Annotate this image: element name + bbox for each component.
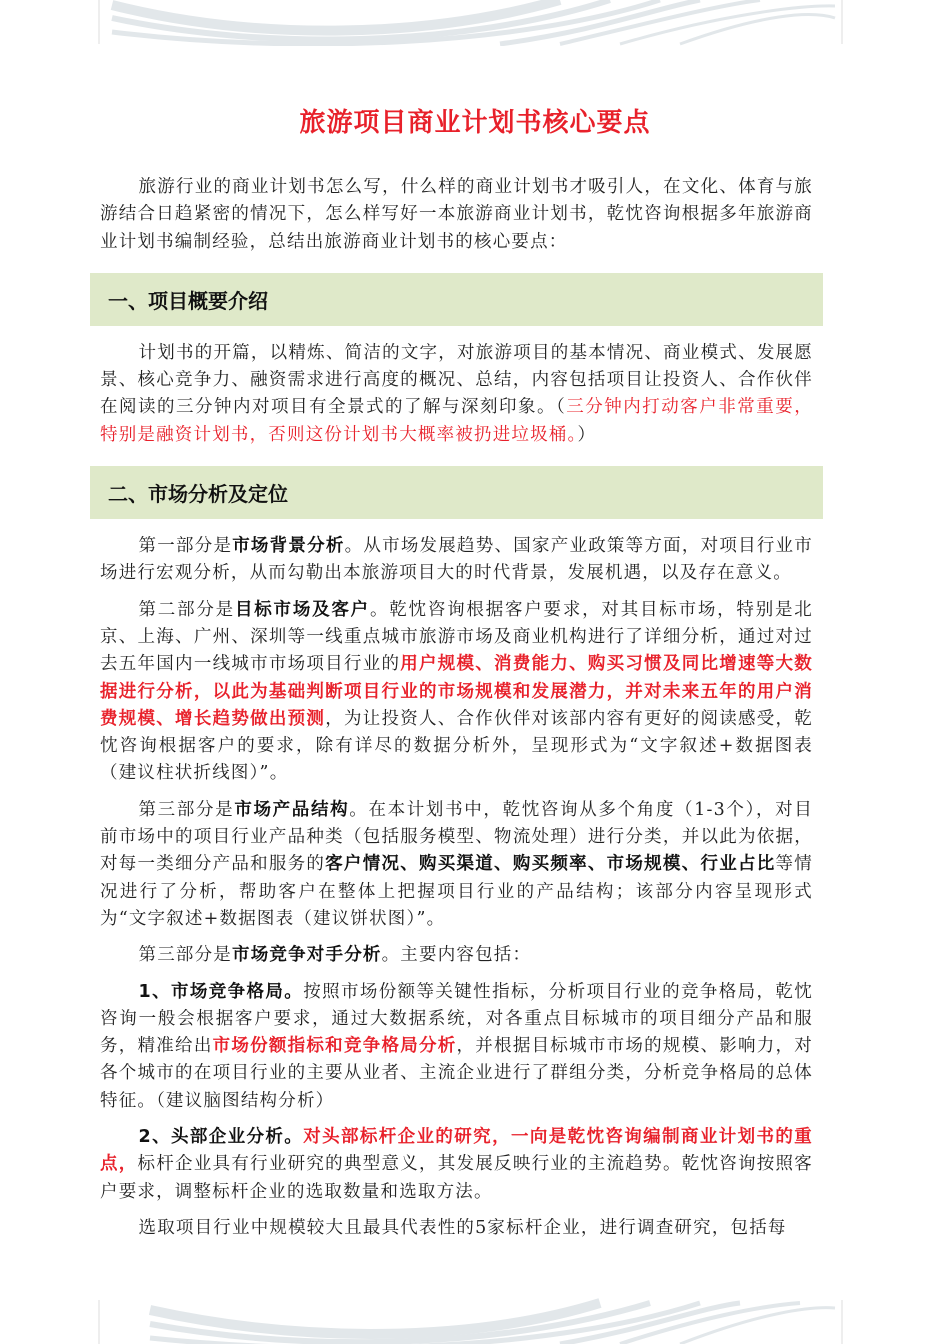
footer-wave-decoration — [0, 1298, 950, 1344]
text: 第二部分是 — [138, 599, 235, 620]
section-heading-overview: 一、项目概要介绍 — [90, 273, 823, 326]
highlight-text: 对头部标杆企业的研究，一向是乾忱咨询编制商业计划书的重点， — [100, 1127, 813, 1175]
competition-landscape-paragraph — [100, 979, 813, 1115]
text: 。乾忱咨询根据客户要求，对其目标市场，特别是北京、上海、广州、深圳等一线重点城市旅游市场及商业机构进行了详细分析，通过对过去五年国内一线城市市场项目行业的 — [100, 599, 813, 675]
bold-text: 客户情况、购买渠道、购买频率、市场规模、行业占比 — [325, 854, 776, 875]
intro-paragraph: 旅游行业的商业计划书怎么写，什么样的商业计划书才吸引人，在文化、体育与旅游结合日趋紧密的情况下，怎么样写好一本旅游商业计划书，乾忱咨询根据多年旅游商业计划书编制经验，总结出旅游商业计划书的核心要点： — [100, 177, 813, 252]
text: 。从市场发展趋势、国家产业政策等方面，对项目行业市场进行宏观分析，从而勾勒出本旅游项目大的时代背景，发展机遇，以及存在意义。 — [100, 536, 813, 584]
text: 第三部分是 — [138, 945, 232, 966]
target-market-paragraph — [100, 597, 813, 788]
section-heading-market: 二、市场分析及定位 — [90, 466, 823, 519]
highlight-text: 市场份额指标和竞争格局分析 — [212, 1036, 457, 1057]
bold-text: 2、头部企业分析。 — [138, 1127, 304, 1148]
text: 等情况进行了分析，帮助客户在整体上把握项目行业的产品结构；该部分内容呈现形式为“文字叙述+数据图表（建议饼状图）”。 — [100, 854, 813, 929]
highlight-text: 用户规模、消费能力、购买习惯及同比增速等大数据进行分析，以此为基础判断项目行业的市场规模和发展潜力，并对未来五年的用户消费规模、增长趋势做出预测 — [100, 654, 813, 729]
document-body — [100, 174, 813, 1251]
text: 。在本计划书中，乾忱咨询从多个角度（1-3个），对目前市场中的项目行业产品种类（包括服务模型、物流处理）进行分类，并以此为依据，对每一类细分产品和服务的 — [100, 799, 814, 875]
bold-text: 目标市场及客户 — [234, 599, 370, 620]
highlight-text: 三分钟内打动客户非常重要，特别是融资计划书，否则这份计划书大概率被扔进垃圾桶。 — [100, 397, 813, 445]
competitor-intro-paragraph — [100, 942, 813, 969]
bold-text: 1、市场竞争格局。 — [138, 981, 304, 1002]
text: ，为让投资人、合作伙伴对该部内容有更好的阅读感受，乾忱咨询根据客户的要求，除有详尽的数据分析外，呈现形式为“文字叙述+数据图表（建议柱状折线图）”。 — [100, 708, 814, 784]
text: 第一部分是 — [138, 536, 233, 557]
text: 标杆企业具有行业研究的典型意义，其发展反映行业的主流趋势。乾忱咨询按照客户要求，调整标杆企业的选取数量和选取方法。 — [100, 1154, 813, 1202]
bold-text: 市场背景分析 — [232, 536, 345, 557]
text: 按照市场份额等关键性指标，分析项目行业的竞争格局，乾忱咨询一般会根据客户要求，通过大数据系统，对各重点目标城市的项目细分产品和服务，精准给出 — [100, 981, 813, 1057]
text: ） — [577, 424, 597, 445]
product-structure-paragraph — [100, 797, 813, 933]
market-background-paragraph — [100, 533, 813, 588]
text: ，并根据目标城市市场的规模、影响力，对各个城市的在项目行业的主要从业者、主流企业进行了群组分类，分析竞争格局的总体特征。（建议脑图结构分析） — [100, 1036, 813, 1111]
bold-text: 市场竞争对手分析 — [232, 945, 382, 966]
header-wave-decoration — [0, 0, 950, 46]
text: 第三部分是 — [138, 799, 235, 820]
document-title: 旅游项目商业计划书核心要点 — [299, 108, 651, 138]
text: 。主要内容包括： — [381, 945, 532, 966]
leading-companies-paragraph — [100, 1124, 813, 1206]
text: 计划书的开篇，以精炼、简洁的文字，对旅游项目的基本情况、商业模式、发展愿景、核心竞争力、融资需求进行高度的概况、总结，内容包括项目让投资人、合作伙伴在阅读的三分钟内对项目有全景式的了解与深刻印象。（ — [100, 342, 813, 418]
overview-paragraph — [100, 340, 813, 449]
bold-text: 市场产品结构 — [234, 799, 350, 820]
benchmark-selection-paragraph: 选取项目行业中规模较大且最具代表性的5家标杆企业，进行调查研究，包括每 — [138, 1217, 787, 1238]
